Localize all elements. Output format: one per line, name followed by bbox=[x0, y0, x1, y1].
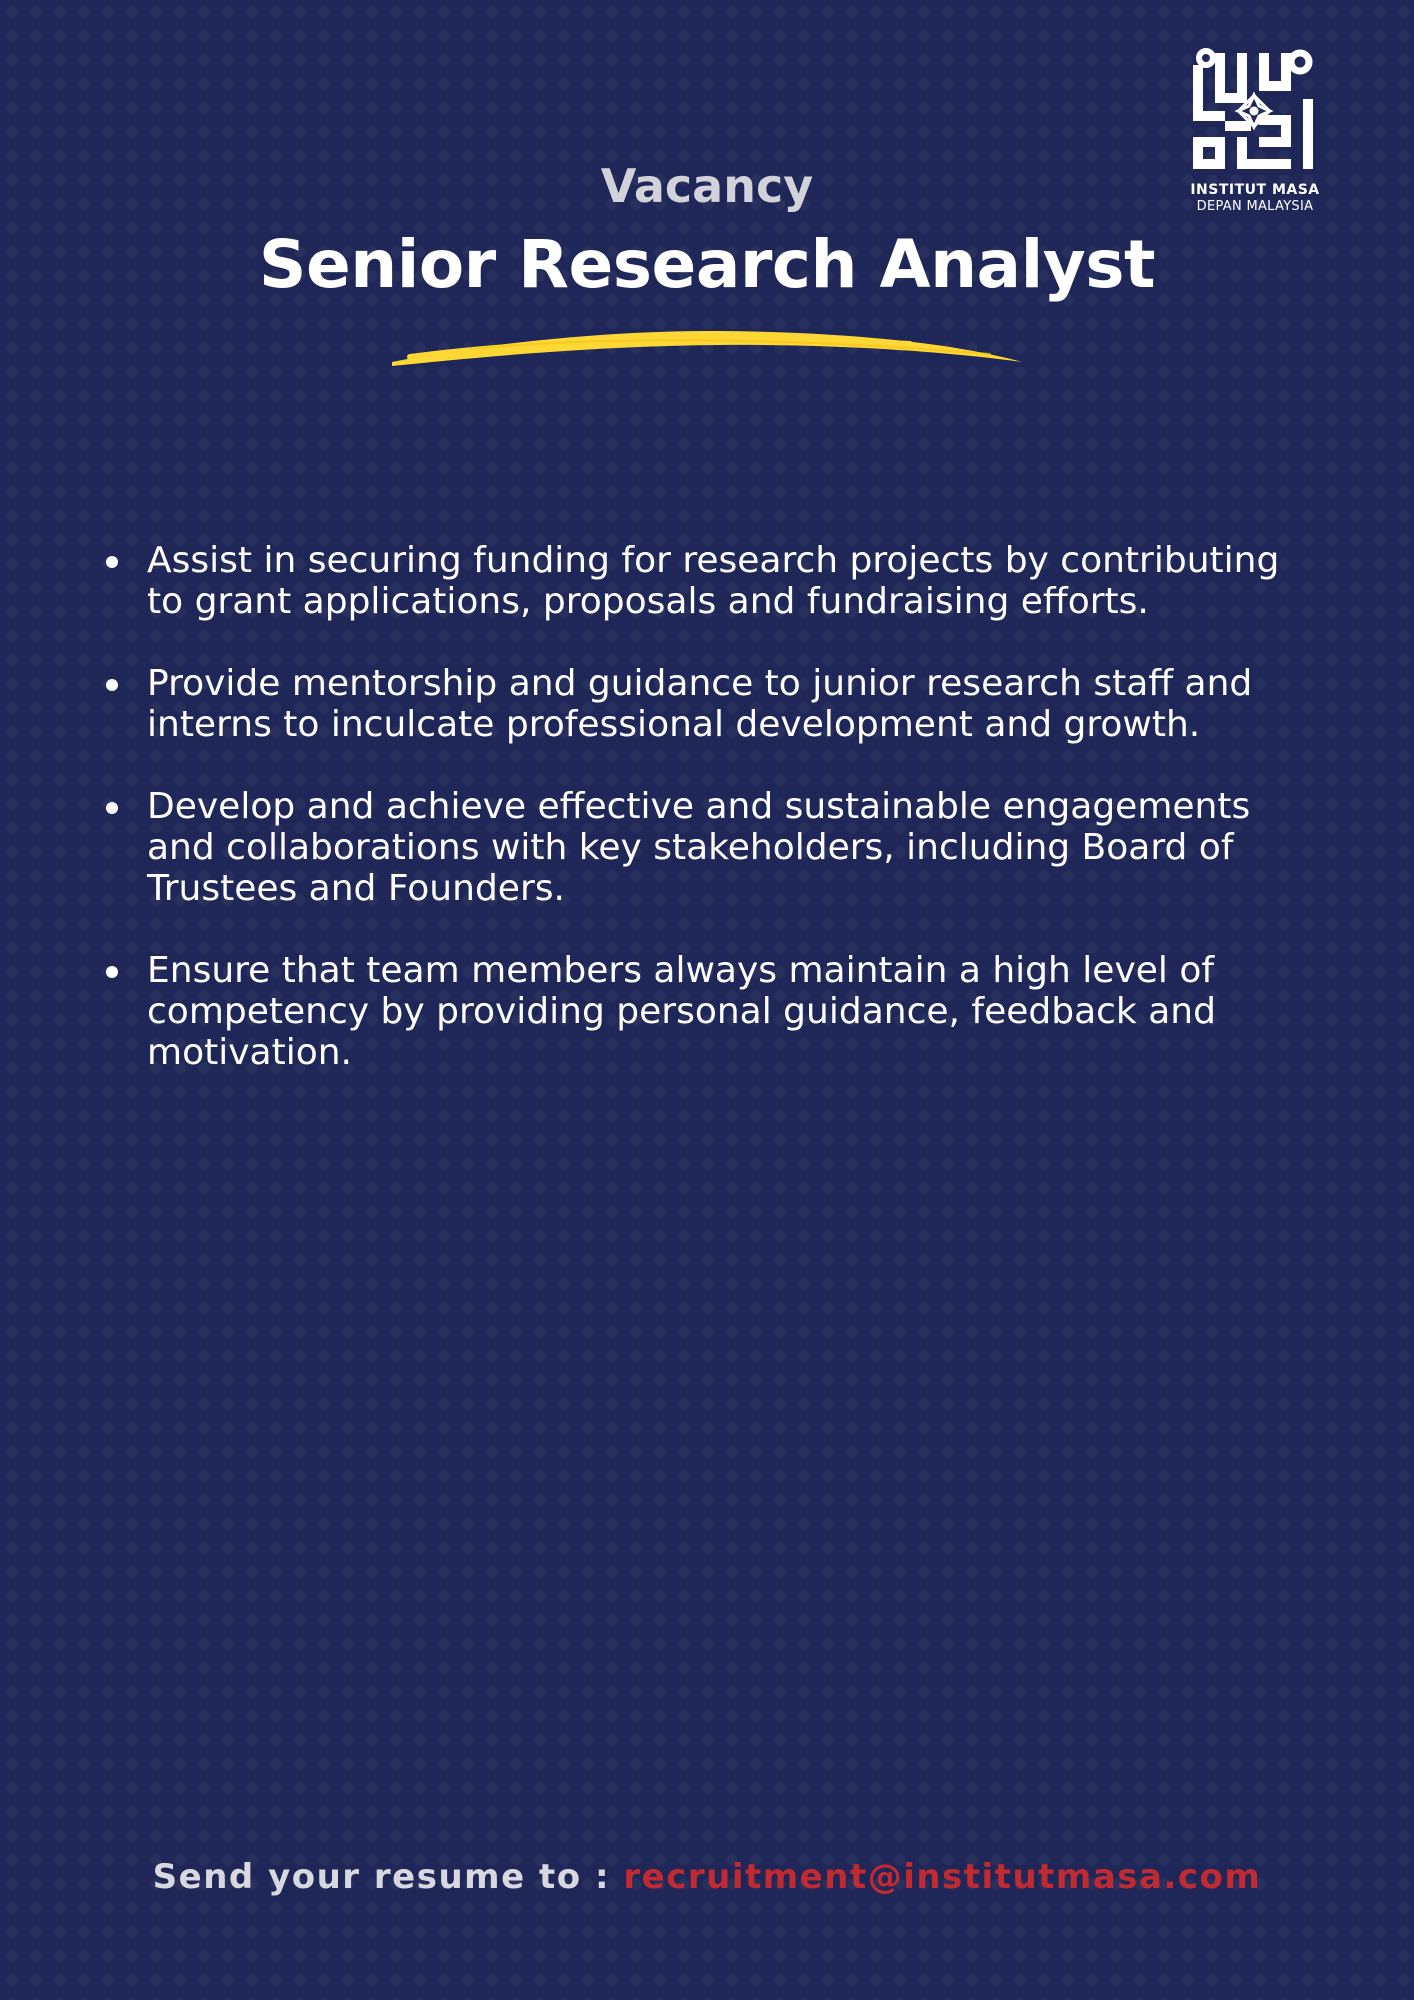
resume-instruction-label: Send your resume to : bbox=[152, 1857, 624, 1897]
duty-text: Ensure that team members always maintain a high level of competency by providing personal guidance, feedback and motivation. bbox=[147, 950, 1216, 1073]
duty-text: Provide mentorship and guidance to junior research staff and interns to inculcate professional development and growth. bbox=[147, 663, 1253, 745]
bullet-icon bbox=[106, 966, 118, 978]
list-item bbox=[100, 663, 1325, 745]
duty-text: Assist in securing funding for research projects by contributing to grant applications, proposals and fundraising efforts. bbox=[147, 540, 1280, 622]
bullet-icon bbox=[106, 679, 118, 691]
vacancy-kicker: Vacancy bbox=[600, 159, 814, 213]
list-item bbox=[100, 786, 1325, 909]
logo-name-line2: DEPAN MALAYSIA bbox=[1196, 199, 1314, 214]
bullet-icon bbox=[106, 556, 118, 568]
job-title: Senior Research Analyst bbox=[258, 226, 1156, 303]
responsibilities-list bbox=[100, 540, 1325, 1114]
bullet-icon bbox=[106, 802, 118, 814]
logo-name-line1: INSTITUT MASA bbox=[1190, 182, 1320, 198]
list-item bbox=[100, 540, 1325, 622]
resume-instruction bbox=[0, 1852, 1414, 1902]
recruitment-email-link[interactable]: recruitment@institutmasa.com bbox=[623, 1857, 1262, 1897]
duty-text: Develop and achieve effective and sustainable engagements and collaborations with key stakeholders, including Board of Trustees and Founders. bbox=[147, 786, 1251, 909]
yellow-brush-stroke bbox=[390, 322, 1024, 372]
list-item bbox=[100, 950, 1325, 1073]
